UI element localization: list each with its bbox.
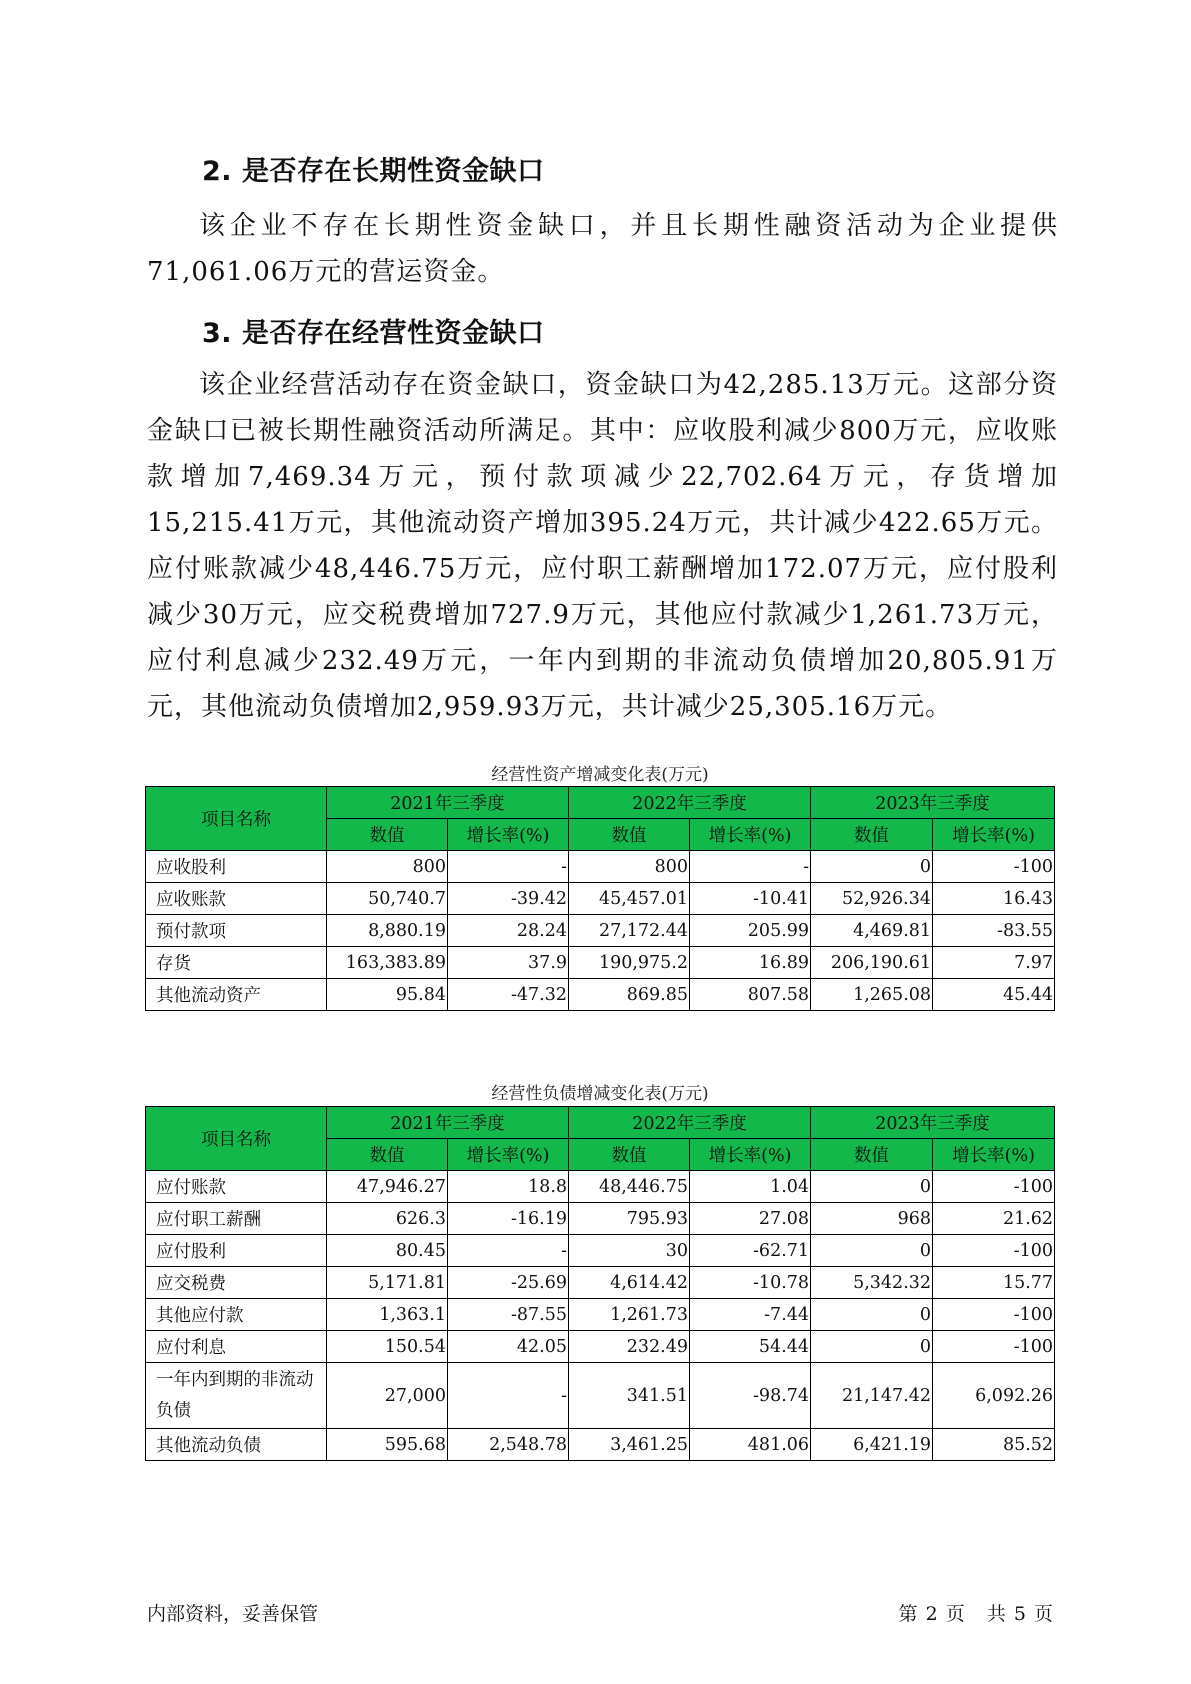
table-row <box>146 1171 1055 1203</box>
table-cell: 45.44 <box>933 979 1055 1011</box>
row-label: 应付利息 <box>146 1331 327 1363</box>
table-cell: 52,926.34 <box>811 883 933 915</box>
table-row <box>146 915 1055 947</box>
table-header-growth-rate: 增长率(%) <box>448 1139 569 1171</box>
table-row <box>146 979 1055 1011</box>
table-row <box>146 1299 1055 1331</box>
table-cell: 27,000 <box>327 1363 448 1429</box>
table-row <box>146 883 1055 915</box>
table-cell: -100 <box>933 1171 1055 1203</box>
table-header-value: 数值 <box>327 819 448 851</box>
table-cell: 2,548.78 <box>448 1429 569 1461</box>
table-cell: - <box>448 1363 569 1429</box>
table-header-value: 数值 <box>569 819 690 851</box>
table-cell: 50,740.7 <box>327 883 448 915</box>
table-cell: 85.52 <box>933 1429 1055 1461</box>
table-cell: - <box>690 851 811 883</box>
operating-liabilities-table <box>145 1106 1055 1461</box>
table-cell: 800 <box>327 851 448 883</box>
table-row <box>146 851 1055 883</box>
table-header-period: 2022年三季度 <box>569 1107 811 1139</box>
table-cell: 8,880.19 <box>327 915 448 947</box>
table-caption-operating-assets: 经营性资产增减变化表(万元) <box>491 765 709 785</box>
table-cell: 968 <box>811 1203 933 1235</box>
table-cell: -47.32 <box>448 979 569 1011</box>
table-header-value: 数值 <box>327 1139 448 1171</box>
row-label: 其他流动负债 <box>146 1429 327 1461</box>
table-header-period: 2023年三季度 <box>811 787 1055 819</box>
table-cell: - <box>448 1235 569 1267</box>
table-cell: 15.77 <box>933 1267 1055 1299</box>
table-cell: 27.08 <box>690 1203 811 1235</box>
table-header-period: 2021年三季度 <box>327 787 569 819</box>
table-header-period: 2021年三季度 <box>327 1107 569 1139</box>
table-cell: 163,383.89 <box>327 947 448 979</box>
table-cell: 30 <box>569 1235 690 1267</box>
table-cell: 18.8 <box>448 1171 569 1203</box>
table-row <box>146 1429 1055 1461</box>
table-cell: 21,147.42 <box>811 1363 933 1429</box>
row-label: 一年内到期的非流动负债 <box>146 1363 327 1429</box>
section-heading-operating-gap: 3. 是否存在经营性资金缺口 <box>202 318 545 349</box>
table-cell: 869.85 <box>569 979 690 1011</box>
table-cell: -100 <box>933 851 1055 883</box>
row-label: 应付账款 <box>146 1171 327 1203</box>
row-label: 预付款项 <box>146 915 327 947</box>
section-paragraph-long-term-gap: 该企业不存在长期性资金缺口，并且长期性融资活动为企业提供71,061.06万元的营运资金。 <box>147 211 1058 287</box>
table-header-item-name: 项目名称 <box>146 1107 327 1171</box>
table-header-growth-rate: 增长率(%) <box>690 819 811 851</box>
table-cell: 5,342.32 <box>811 1267 933 1299</box>
table-cell: -98.74 <box>690 1363 811 1429</box>
table-row <box>146 1267 1055 1299</box>
table-cell: 0 <box>811 1331 933 1363</box>
table-cell: 95.84 <box>327 979 448 1011</box>
table-cell: 0 <box>811 1171 933 1203</box>
table-cell: 800 <box>569 851 690 883</box>
table-cell: -10.41 <box>690 883 811 915</box>
table-cell: -10.78 <box>690 1267 811 1299</box>
table-cell: 150.54 <box>327 1331 448 1363</box>
table-cell: 341.51 <box>569 1363 690 1429</box>
table-row <box>146 1203 1055 1235</box>
section-paragraph-operating-gap: 该企业经营活动存在资金缺口，资金缺口为42,285.13万元。这部分资金缺口已被长期性融资活动所满足。其中：应收股利减少800万元，应收账款增加7,469.34万元，预付款项减少22,702.64万元，存货增加15,215.41万元，其他流动资产增加395.24万元，共计减少422.65万元。应付账款减少48,446.75万元，应付职工薪酬增加172.07万元，应付股利减少30万元，应交税费增加727.9万元，其他应付款减少1,261.73万元，应付利息减少232.49万元，一年内到期的非流动负债增加20,805.91万元，其他流动负债增加2,959.93万元，共计减少25,305.16万元。 <box>147 370 1058 722</box>
operating-assets-table <box>145 786 1055 1011</box>
table-cell: 16.43 <box>933 883 1055 915</box>
table-cell: -25.69 <box>448 1267 569 1299</box>
table-cell: 595.68 <box>327 1429 448 1461</box>
table-cell: 795.93 <box>569 1203 690 1235</box>
table-cell: -39.42 <box>448 883 569 915</box>
table-cell: 54.44 <box>690 1331 811 1363</box>
table-cell: 0 <box>811 1299 933 1331</box>
table-cell: 1,363.1 <box>327 1299 448 1331</box>
row-label: 应交税费 <box>146 1267 327 1299</box>
table-row <box>146 947 1055 979</box>
table-cell: 80.45 <box>327 1235 448 1267</box>
table-cell: 0 <box>811 1235 933 1267</box>
table-header-value: 数值 <box>569 1139 690 1171</box>
footer-confidential-note: 内部资料，妥善保管 <box>147 1603 319 1625</box>
table-cell: 807.58 <box>690 979 811 1011</box>
table-header-growth-rate: 增长率(%) <box>448 819 569 851</box>
row-label: 应付职工薪酬 <box>146 1203 327 1235</box>
table-cell: -87.55 <box>448 1299 569 1331</box>
table-header-period: 2022年三季度 <box>569 787 811 819</box>
table-cell: 45,457.01 <box>569 883 690 915</box>
row-label: 其他应付款 <box>146 1299 327 1331</box>
table-header-value: 数值 <box>811 819 933 851</box>
table-cell: 48,446.75 <box>569 1171 690 1203</box>
table-cell: -16.19 <box>448 1203 569 1235</box>
table-cell: -83.55 <box>933 915 1055 947</box>
table-cell: 21.62 <box>933 1203 1055 1235</box>
table-cell: 481.06 <box>690 1429 811 1461</box>
table-cell: -100 <box>933 1235 1055 1267</box>
table-cell: - <box>448 851 569 883</box>
table-cell: 205.99 <box>690 915 811 947</box>
row-label: 其他流动资产 <box>146 979 327 1011</box>
table-cell: 1,261.73 <box>569 1299 690 1331</box>
table-cell: -7.44 <box>690 1299 811 1331</box>
table-cell: 0 <box>811 851 933 883</box>
table-cell: 232.49 <box>569 1331 690 1363</box>
table-cell: 7.97 <box>933 947 1055 979</box>
table-header-item-name: 项目名称 <box>146 787 327 851</box>
table-cell: 626.3 <box>327 1203 448 1235</box>
table-cell: 37.9 <box>448 947 569 979</box>
table-header-growth-rate: 增长率(%) <box>933 819 1055 851</box>
row-label: 存货 <box>146 947 327 979</box>
table-cell: 6,421.19 <box>811 1429 933 1461</box>
table-cell: 4,614.42 <box>569 1267 690 1299</box>
table-cell: -62.71 <box>690 1235 811 1267</box>
table-cell: 6,092.26 <box>933 1363 1055 1429</box>
table-header-value: 数值 <box>811 1139 933 1171</box>
table-row <box>146 1331 1055 1363</box>
table-cell: 1,265.08 <box>811 979 933 1011</box>
table-cell: 3,461.25 <box>569 1429 690 1461</box>
table-cell: 16.89 <box>690 947 811 979</box>
table-cell: -100 <box>933 1331 1055 1363</box>
table-cell: 27,172.44 <box>569 915 690 947</box>
table-row <box>146 1235 1055 1267</box>
table-cell: 47,946.27 <box>327 1171 448 1203</box>
section-heading-long-term-gap: 2. 是否存在长期性资金缺口 <box>202 156 545 187</box>
table-cell: 5,171.81 <box>327 1267 448 1299</box>
table-cell: 206,190.61 <box>811 947 933 979</box>
table-cell: 1.04 <box>690 1171 811 1203</box>
table-header-period: 2023年三季度 <box>811 1107 1055 1139</box>
table-cell: 4,469.81 <box>811 915 933 947</box>
row-label: 应收股利 <box>146 851 327 883</box>
table-caption-operating-liabilities: 经营性负债增减变化表(万元) <box>491 1084 709 1104</box>
table-cell: 28.24 <box>448 915 569 947</box>
row-label: 应付股利 <box>146 1235 327 1267</box>
table-header-growth-rate: 增长率(%) <box>690 1139 811 1171</box>
table-row <box>146 1363 1055 1429</box>
table-cell: -100 <box>933 1299 1055 1331</box>
footer-page-number: 第 2 页 共 5 页 <box>898 1603 1054 1625</box>
table-cell: 42.05 <box>448 1331 569 1363</box>
table-cell: 190,975.2 <box>569 947 690 979</box>
table-header-growth-rate: 增长率(%) <box>933 1139 1055 1171</box>
row-label: 应收账款 <box>146 883 327 915</box>
